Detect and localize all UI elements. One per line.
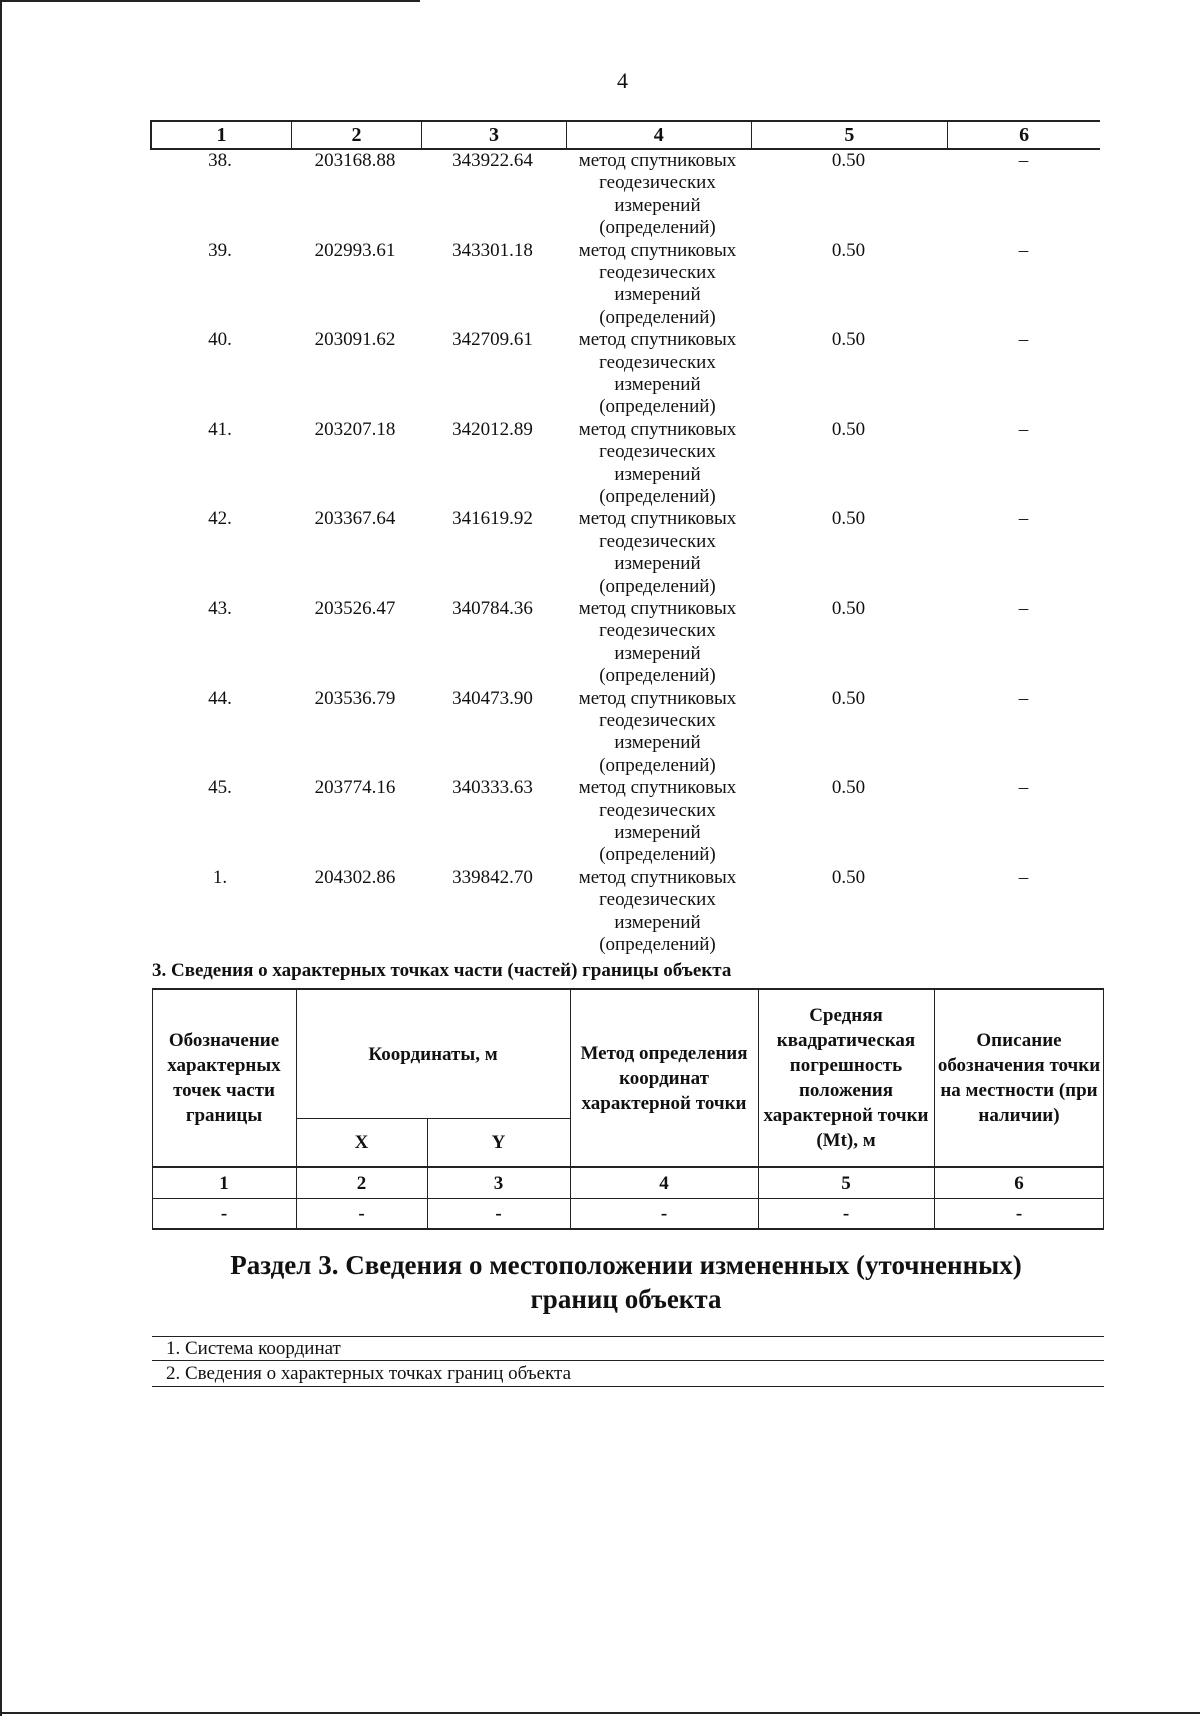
method-line: метод спутниковых [578,866,737,888]
y-cell: 340784.36 [452,597,533,619]
accuracy-cell: 0.50 [831,418,866,440]
x-cell: 203774.16 [314,777,396,799]
method-line: измерений [614,911,701,933]
header-col-4: 4 [566,122,751,148]
x-cell: 203168.88 [314,150,396,171]
section-heading: 3. Сведения о характерных точках части (частей) границы объекта [152,960,732,981]
method-line: измерений [614,284,701,306]
method-line: (определений) [599,306,716,328]
method-line: метод спутниковых [578,508,737,530]
table-row [150,598,1100,688]
y-cell: 342709.61 [452,329,533,351]
empty-cell-4: - [660,1203,668,1224]
table-row [150,688,1100,778]
method-line: (определений) [599,933,716,955]
number-cell-3: 3 [493,1172,504,1194]
header-coordinates: Координаты, м [368,1043,498,1065]
empty-cell-2: - [358,1203,365,1224]
method-cell [565,329,750,419]
method-line: геодезических [599,709,716,731]
section-3-title-line-1: Раздел 3. Сведения о местоположении измененных (уточненных) [230,1250,1022,1280]
method-line: геодезических [599,262,716,283]
y-cell: 343922.64 [452,150,533,171]
table-row [150,329,1100,419]
method-line: геодезических [599,441,716,463]
header-col-3: 3 [421,122,566,148]
header-col-1: 1 [150,122,291,148]
method-line: геодезических [599,889,716,911]
point-cell: 43. [208,597,232,619]
coordinates-table-header [150,120,1100,150]
empty-cell-3: - [495,1203,502,1224]
table-row [150,150,1100,240]
method-cell [565,508,750,598]
method-line: метод спутниковых [578,597,737,619]
method-cell [565,240,750,330]
table-row [150,777,1100,867]
method-line: (определений) [599,754,716,776]
method-cell [565,150,750,240]
page-edge-top [0,0,420,2]
table-row [150,240,1100,330]
y-cell: 342012.89 [452,418,533,440]
method-line: измерений [614,463,701,485]
empty-cell-5: - [842,1203,850,1224]
method-cell [565,688,750,778]
section-3-title [150,1248,1102,1316]
method-line: (определений) [599,665,716,687]
method-line: метод спутниковых [578,329,737,351]
header-col-5: 5 [751,122,948,148]
method-cell [565,598,750,688]
table-row [150,508,1100,598]
accuracy-cell: 0.50 [831,866,866,888]
accuracy-cell: 0.50 [831,508,866,530]
method-line: (определений) [599,396,716,418]
method-line: измерений [614,374,701,395]
accuracy-cell: 0.50 [831,777,866,799]
method-line: (определений) [599,486,716,507]
description-cell: – [1018,418,1029,440]
point-cell: 1. [212,866,228,888]
x-cell: 204302.86 [314,866,396,888]
method-line: измерений [614,553,701,575]
point-cell: 39. [208,239,232,261]
method-line: геодезических [599,799,716,821]
method-line: метод спутниковых [578,150,737,171]
page-number: 4 [617,68,628,93]
method-cell [565,777,750,867]
x-cell: 203367.64 [314,508,396,530]
description-cell: – [1018,777,1029,799]
x-cell: 203207.18 [314,418,396,440]
empty-cell-1: - [220,1203,228,1224]
header-accuracy: Средняя квадратическая погрешность положения характерной точки (Mt), м [763,1005,929,1151]
method-line: (определений) [599,575,716,597]
point-cell: 44. [208,687,232,709]
x-cell: 202993.61 [314,239,396,261]
accuracy-cell: 0.50 [831,687,866,709]
method-cell [565,419,750,509]
description-cell: – [1018,329,1029,351]
empty-cell-6: - [1015,1203,1023,1224]
section-3-item-coordinate-system: 1. Система координат [152,1336,1104,1361]
y-cell: 339842.70 [452,866,533,888]
point-cell: 45. [208,777,232,799]
header-y: Y [491,1131,506,1153]
method-line: измерений [614,732,701,754]
method-line: (определений) [599,844,716,866]
method-line: измерений [614,642,701,664]
header-x: X [354,1131,369,1153]
accuracy-cell: 0.50 [831,597,866,619]
point-cell: 42. [208,508,232,530]
method-line: метод спутниковых [578,777,737,799]
y-cell: 343301.18 [452,239,533,261]
description-cell: – [1018,150,1029,171]
description-cell: – [1018,866,1029,888]
method-line: геодезических [599,530,716,552]
header-designation: Обозначение характерных точек части границы [167,1030,281,1126]
section-3-title-line-2: границ объекта [530,1284,722,1314]
coordinates-table-body [150,150,1100,956]
y-cell: 341619.92 [452,508,533,530]
x-cell: 203526.47 [314,597,396,619]
part-points-table [152,988,1104,1230]
page-edge-left [0,0,2,1716]
table-row [150,867,1100,957]
description-cell: – [1018,239,1029,261]
header-method: Метод определения координат характерной точки [580,1042,748,1114]
description-cell: – [1018,508,1029,530]
method-line: метод спутниковых [578,418,737,440]
accuracy-cell: 0.50 [831,329,866,351]
method-line: метод спутниковых [578,687,737,709]
number-cell-4: 4 [659,1172,669,1194]
method-line: геодезических [599,620,716,642]
header-description: Описание обозначения точки на местности (при наличии) [937,1030,1101,1126]
table-row [150,419,1100,509]
y-cell: 340333.63 [452,777,533,799]
method-line: (определений) [599,217,716,239]
point-cell: 41. [208,418,232,440]
point-cell: 40. [208,329,232,351]
number-cell-5: 5 [841,1172,851,1194]
method-line: метод спутниковых [578,239,737,261]
description-cell: – [1018,687,1029,709]
description-cell: – [1018,597,1029,619]
accuracy-cell: 0.50 [831,150,866,171]
section-3-item-boundary-points: 2. Сведения о характерных точках границ объекта [152,1362,1104,1387]
point-cell: 38. [208,150,232,171]
accuracy-cell: 0.50 [831,239,866,261]
method-line: измерений [614,821,701,843]
x-cell: 203536.79 [314,687,396,709]
method-line: геодезических [599,172,716,194]
coordinates-table [150,120,1100,956]
header-col-2: 2 [291,122,421,148]
method-line: измерений [614,194,701,216]
header-col-6: 6 [947,122,1100,148]
method-cell [565,867,750,957]
x-cell: 203091.62 [314,329,396,351]
method-line: геодезических [599,351,716,373]
number-cell-6: 6 [1014,1172,1024,1194]
y-cell: 340473.90 [452,687,533,709]
number-cell-2: 2 [356,1172,367,1194]
page-edge-bottom [0,1712,1200,1714]
number-cell-1: 1 [219,1172,229,1194]
